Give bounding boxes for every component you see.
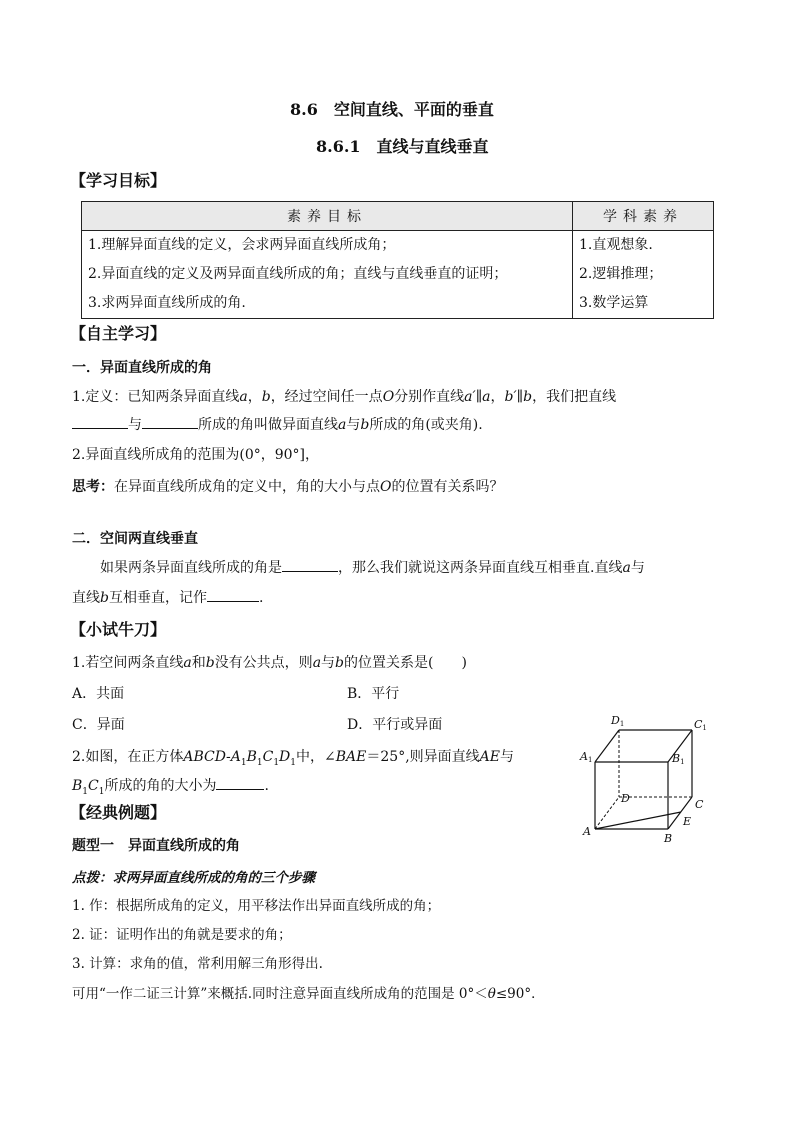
part1-heading: 一．异面直线所成的角 bbox=[72, 360, 212, 376]
text: 分别作直线 bbox=[394, 389, 465, 405]
option-d[interactable]: D．平行或异面 bbox=[347, 717, 443, 733]
text: ，经过空间任一点 bbox=[270, 389, 383, 405]
fill-blank[interactable] bbox=[72, 415, 128, 429]
think-label: 思考： bbox=[72, 479, 114, 495]
cube-diagram bbox=[575, 712, 715, 847]
text: 没有公共点，则 bbox=[214, 655, 313, 671]
literacy-item: 2.逻辑推理； bbox=[579, 266, 663, 282]
text: 所成的角叫做异面直线 bbox=[198, 417, 338, 433]
text: 与 bbox=[128, 417, 142, 433]
text: ，我们把直线 bbox=[532, 389, 617, 405]
goals-left-cell bbox=[82, 231, 573, 319]
text: . bbox=[258, 590, 264, 606]
literacy-item: 3.数学运算 bbox=[579, 295, 649, 311]
literacy-item: 1.直观想象. bbox=[579, 237, 653, 253]
trial-heading: 【小试牛刀】 bbox=[70, 620, 167, 639]
self-study-heading: 【自主学习】 bbox=[70, 324, 167, 343]
goal-item: 2.异面直线的定义及两异面直线所成的角；直线与直线垂直的证明； bbox=[88, 266, 508, 282]
page-title: 8.6 空间直线、平面的垂直 bbox=[290, 100, 494, 119]
fill-blank[interactable] bbox=[282, 558, 338, 572]
range-line: 2.异面直线所成角的范围为(0°，90°]， bbox=[72, 447, 320, 463]
goals-table bbox=[81, 201, 714, 319]
text: 与 bbox=[630, 560, 645, 576]
text: 在异面直线所成角的定义中，角的大小与点 bbox=[114, 479, 380, 495]
question-2-line-1: 2.如图，在正方体ABCD-$A_1B_1C_1D_1$中，∠BAE＝25°,则异面直线AE与 bbox=[72, 749, 514, 768]
label-e: E bbox=[683, 815, 692, 828]
label-d1: D1 bbox=[611, 714, 625, 728]
text: ＝25°,则异面直线 bbox=[366, 749, 480, 765]
label-c1: C1 bbox=[694, 718, 707, 732]
text: 和 bbox=[191, 655, 206, 671]
text: 的位置有关系吗？ bbox=[391, 479, 504, 495]
text: 与 bbox=[346, 417, 361, 433]
fill-blank[interactable] bbox=[207, 588, 259, 602]
goals-header-right: 学科素养 bbox=[573, 202, 714, 231]
tip-step-1: 1. 作：根据所成角的定义，用平移法作出异面直线所成的角； bbox=[72, 898, 441, 914]
tip-heading: 点拨：求两异面直线所成的角的三个步骤 bbox=[72, 870, 315, 886]
tip-summary: 可用“一作二证三计算”来概括.同时注意异面直线所成角的范围是 0°＜θ≤90°． bbox=[72, 986, 545, 1002]
tip-step-2: 2. 证：证明作出的角就是要求的角； bbox=[72, 927, 292, 943]
text: 直线 bbox=[72, 590, 100, 606]
fill-blank[interactable] bbox=[142, 415, 198, 429]
text: 所成的角的大小为 bbox=[104, 778, 217, 794]
text: 互相垂直，记作 bbox=[108, 590, 207, 606]
question-2-line-2: $B_1C_1$所成的角的大小为 . bbox=[72, 778, 269, 797]
text: 的位置关系是( ) bbox=[344, 655, 467, 671]
text: 与 bbox=[321, 655, 336, 671]
option-c[interactable]: C．异面 bbox=[72, 717, 125, 733]
text: ，那么我们就说这两条异面直线互相垂直.直线 bbox=[338, 560, 623, 576]
text: . bbox=[264, 778, 269, 794]
definition-line-2: 与 所成的角叫做异面直线a与b所成的角(或夹角). bbox=[72, 414, 483, 434]
definition-line-1: 1.定义：已知两条异面直线a，b，经过空间任一点O分别作直线a′∥a，b′∥b，我们把直线 bbox=[72, 389, 617, 405]
part2-heading: 二．空间两直线垂直 bbox=[72, 531, 198, 547]
option-b[interactable]: B．平行 bbox=[347, 686, 400, 702]
label-a: A bbox=[583, 825, 591, 838]
goals-header-left: 素养目标 bbox=[82, 202, 573, 231]
goal-item: 3.求两异面直线所成的角. bbox=[88, 295, 246, 311]
text: 中，∠ bbox=[296, 749, 336, 765]
fill-blank[interactable] bbox=[216, 776, 264, 790]
label-b1: B1 bbox=[672, 752, 685, 766]
option-a[interactable]: A．共面 bbox=[72, 686, 125, 702]
examples-heading: 【经典例题】 bbox=[70, 803, 167, 822]
text: 所成的角(或夹角). bbox=[369, 417, 483, 433]
goal-item: 1.理解异面直线的定义，会求两异面直线所成角； bbox=[88, 237, 396, 253]
label-d: D bbox=[621, 792, 630, 805]
label-c: C bbox=[695, 798, 704, 811]
perp-line-1: 如果两条异面直线所成的角是 ，那么我们就说这两条异面直线互相垂直.直线a与 bbox=[100, 560, 645, 576]
text: ≤90°． bbox=[495, 986, 545, 1002]
think-line: 思考：在异面直线所成角的定义中，角的大小与点O的位置有关系吗？ bbox=[72, 479, 504, 495]
tip-step-3: 3. 计算：求角的值，常利用解三角形得出. bbox=[72, 956, 323, 972]
edge-a1d1 bbox=[595, 730, 619, 762]
hidden-edge-ad bbox=[595, 797, 619, 829]
label-b: B bbox=[664, 832, 673, 845]
goals-right-cell bbox=[573, 231, 714, 319]
text: 1.若空间两条直线 bbox=[72, 655, 184, 671]
text: 与 bbox=[499, 749, 514, 765]
goals-section-heading: 【学习目标】 bbox=[70, 171, 167, 190]
perp-line-2: 直线b互相垂直，记作 . bbox=[72, 590, 264, 606]
text: 可用“一作二证三计算”来概括.同时注意异面直线所成角的范围是 0°＜ bbox=[72, 986, 488, 1002]
label-a1: A1 bbox=[580, 750, 593, 764]
text: 1.定义：已知两条异面直线 bbox=[72, 389, 240, 405]
type-1-heading: 题型一 异面直线所成的角 bbox=[72, 838, 240, 854]
text: 2.如图，在正方体 bbox=[72, 749, 184, 765]
page-subtitle: 8.6.1 直线与直线垂直 bbox=[316, 137, 489, 156]
question-1-stem: 1.若空间两条直线a和b没有公共点，则a与b的位置关系是( ) bbox=[72, 655, 467, 671]
text: 如果两条异面直线所成的角是 bbox=[100, 560, 282, 576]
